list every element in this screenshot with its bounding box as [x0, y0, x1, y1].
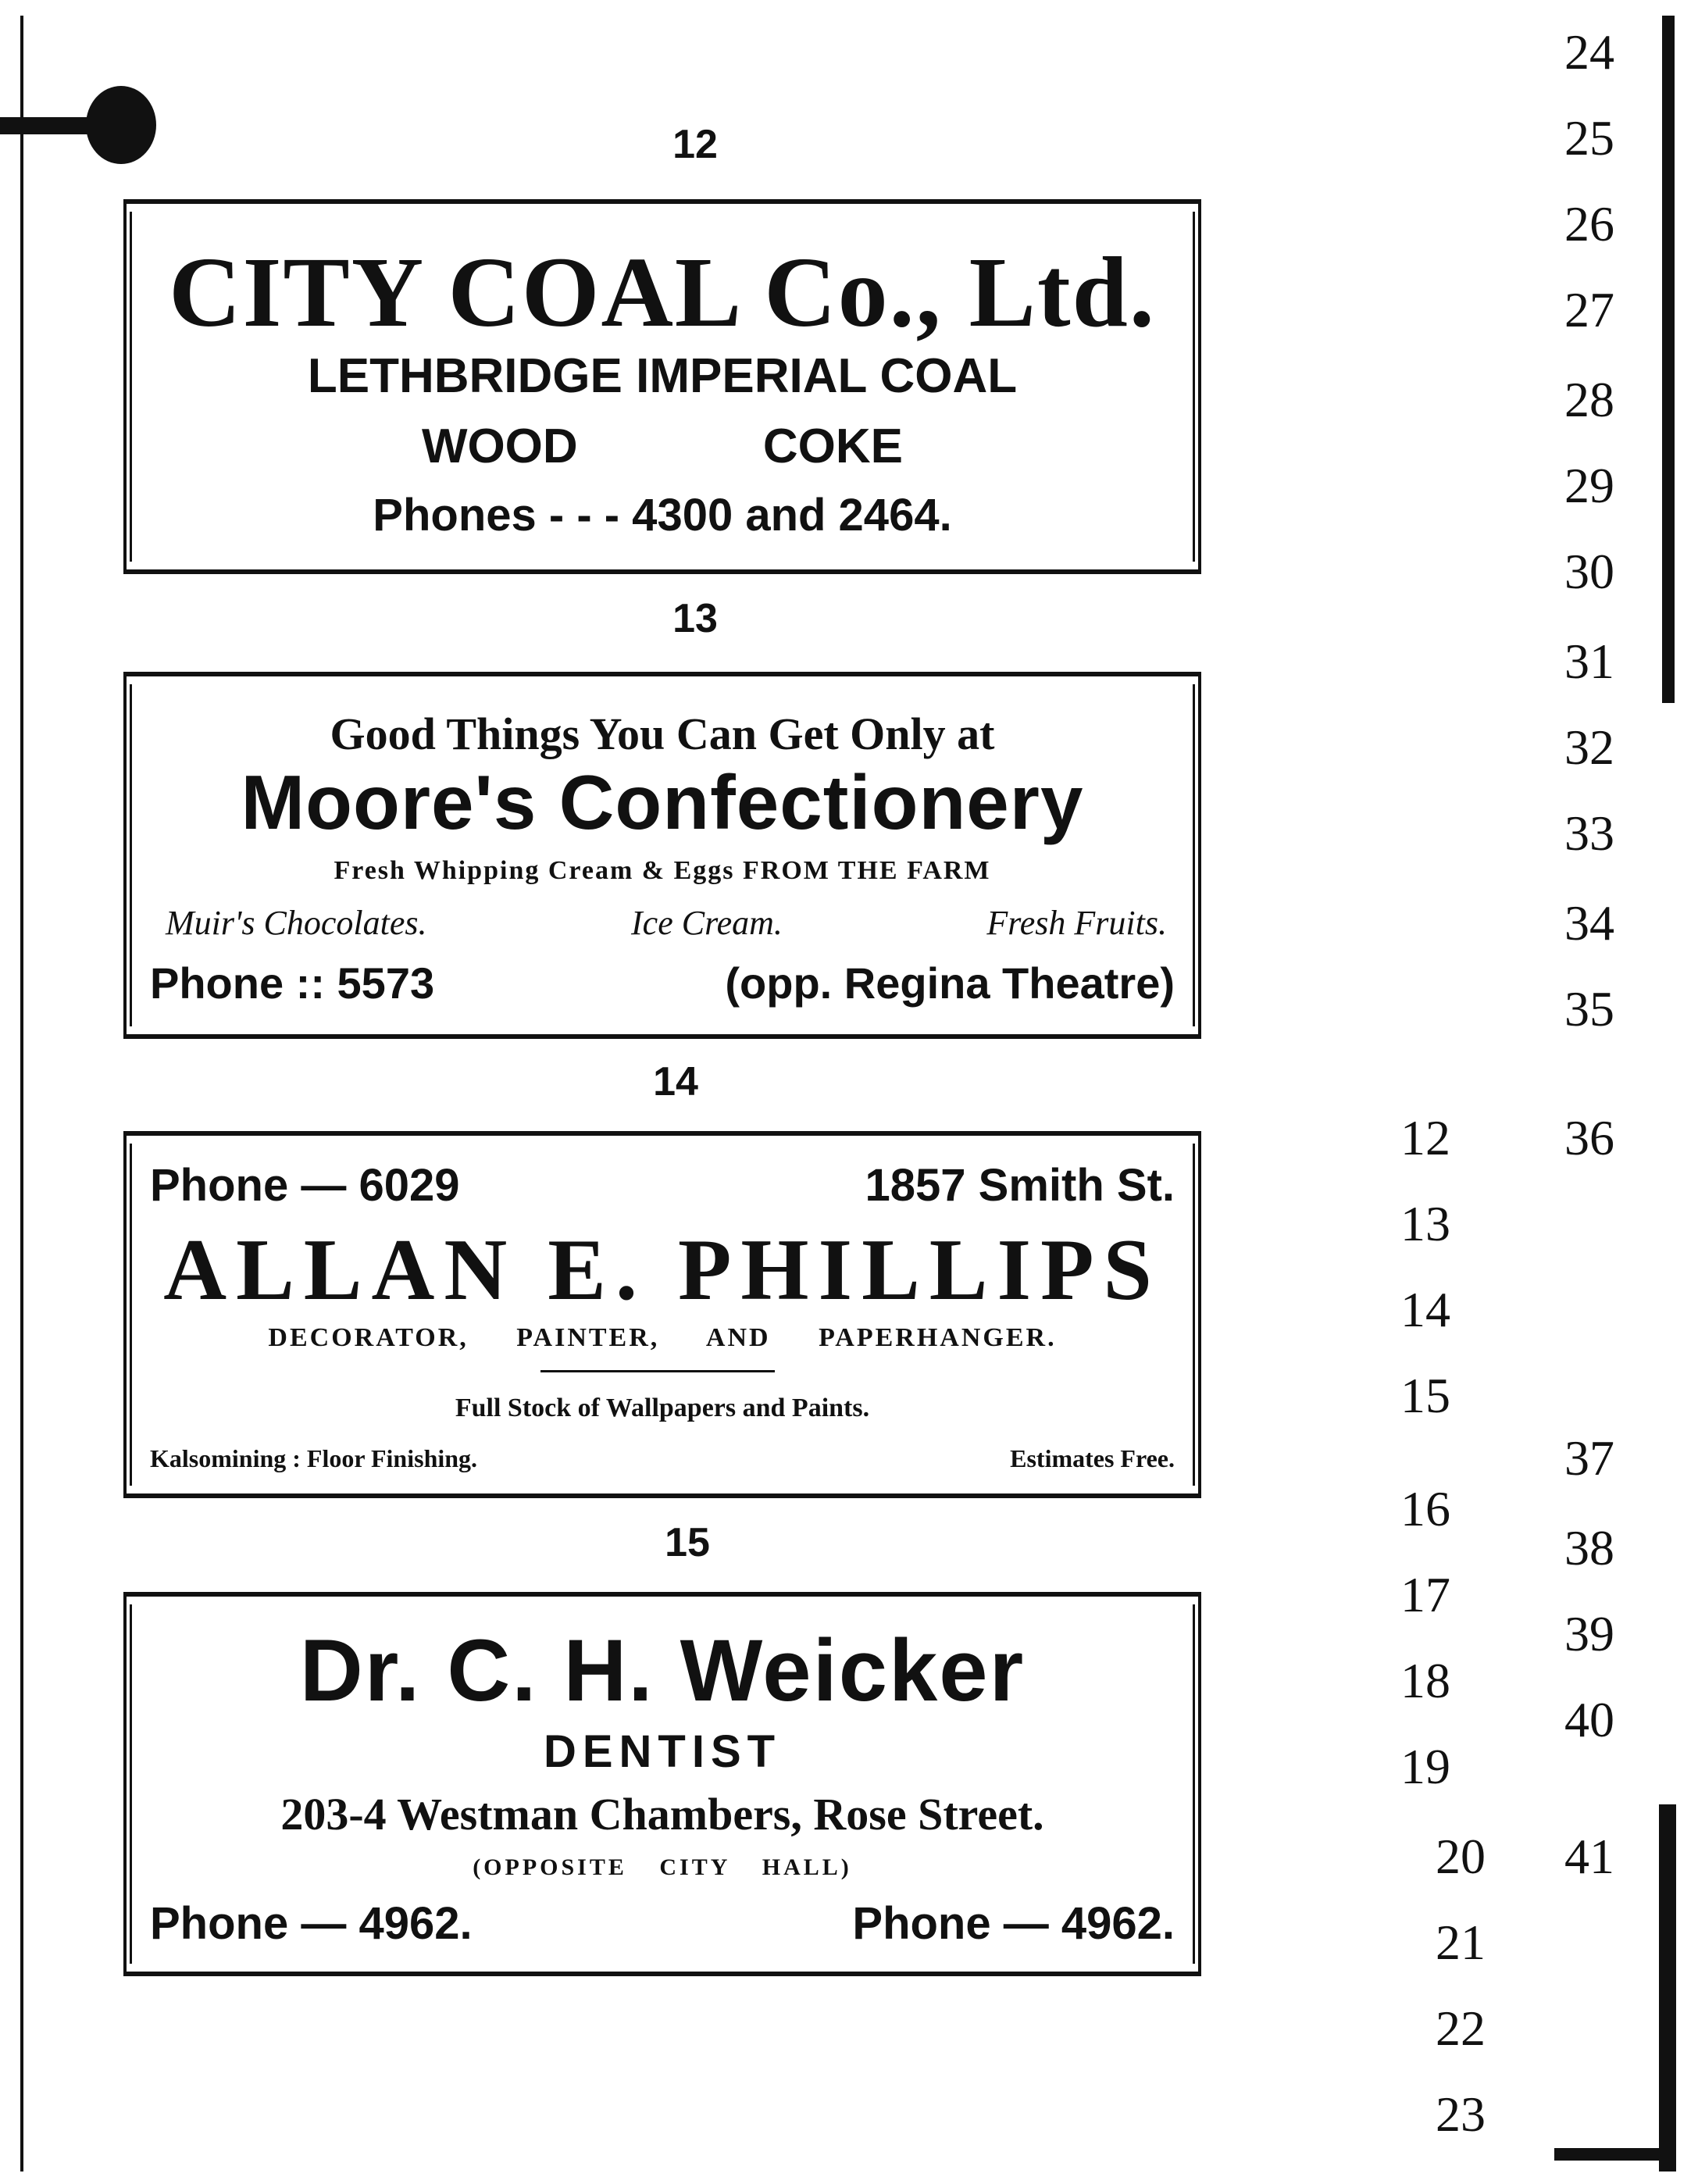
bottom-edge-bar [1554, 2148, 1676, 2161]
ad-number-14: 14 [653, 1059, 698, 1104]
index-number: 35 [1564, 981, 1614, 1037]
right-edge-bar-lower [1659, 1804, 1676, 2172]
ad-fresh-line: Fresh Whipping Cream & Eggs FROM THE FARM [334, 856, 991, 885]
ad-number-15: 15 [665, 1520, 710, 1565]
ad-address: 1857 Smith St. [865, 1160, 1175, 1211]
ad-title: Moore's Confectionery [241, 759, 1084, 845]
index-number: 19 [1400, 1739, 1450, 1794]
index-number: 16 [1400, 1481, 1450, 1536]
index-number: 34 [1564, 895, 1614, 951]
ad-contact-row [150, 958, 1175, 1008]
index-number: 20 [1436, 1829, 1486, 1884]
allan-phillips-ad [123, 1131, 1201, 1498]
index-number: 30 [1564, 544, 1614, 599]
index-number: 32 [1564, 719, 1614, 775]
index-number: 41 [1564, 1829, 1614, 1884]
index-number: 37 [1564, 1430, 1614, 1486]
index-number: 31 [1564, 633, 1614, 689]
ad-landmark: (OPPOSITE CITY HALL) [473, 1854, 852, 1880]
ad-services-row [150, 1444, 1175, 1473]
index-number: 26 [1564, 196, 1614, 252]
ad-title: Dr. C. H. Weicker [299, 1622, 1026, 1719]
ad-location: (opp. Regina Theatre) [725, 958, 1175, 1008]
ad-products: WOOD COKE [421, 419, 904, 473]
ad-tagline: Good Things You Can Get Only at [330, 708, 995, 759]
ad-phone: Phone :: 5573 [150, 958, 435, 1008]
ad-subtitle: LETHBRIDGE IMPERIAL COAL [307, 349, 1018, 403]
ad-phone-right: Phone — 4962. [852, 1898, 1175, 1949]
moores-confectionery-ad [123, 672, 1201, 1039]
city-coal-ad [123, 199, 1201, 574]
product-ice-cream: Ice Cream. [631, 904, 783, 942]
index-number: 13 [1400, 1196, 1450, 1251]
dr-weicker-ad [123, 1592, 1201, 1976]
index-number: 36 [1564, 1110, 1614, 1165]
index-number: 17 [1400, 1567, 1450, 1622]
left-margin-line [20, 16, 23, 2172]
ad-phones-row [150, 1897, 1175, 1950]
ad-estimates: Estimates Free. [1010, 1444, 1175, 1472]
ad-trades: DECORATOR, PAINTER, AND PAPERHANGER. [268, 1323, 1057, 1352]
index-number: 25 [1564, 110, 1614, 166]
index-number: 29 [1564, 458, 1614, 513]
index-number: 23 [1436, 2086, 1486, 2142]
ad-phone: Phone — 6029 [150, 1160, 460, 1211]
product-chocolates: Muir's Chocolates. [166, 904, 427, 942]
binding-hole-bar [0, 117, 102, 134]
index-number: 14 [1400, 1282, 1450, 1337]
ad-divider [540, 1370, 775, 1372]
index-number: 39 [1564, 1606, 1614, 1661]
ad-services: Kalsomining : Floor Finishing. [150, 1444, 478, 1472]
ad-number-13: 13 [672, 596, 718, 641]
index-number: 33 [1564, 805, 1614, 861]
ad-profession: DENTIST [543, 1726, 782, 1777]
index-number: 18 [1400, 1653, 1450, 1708]
index-number: 24 [1564, 24, 1614, 80]
ad-phone-left: Phone — 4962. [150, 1898, 473, 1949]
index-number: 40 [1564, 1692, 1614, 1747]
ad-number-12: 12 [672, 122, 718, 167]
ad-address: 203-4 Westman Chambers, Rose Street. [280, 1789, 1044, 1840]
right-edge-bar [1662, 16, 1675, 703]
index-number: 12 [1400, 1110, 1450, 1165]
index-number: 28 [1564, 372, 1614, 427]
product-fruits: Fresh Fruits. [986, 904, 1167, 942]
ad-stock-line: Full Stock of Wallpapers and Paints. [455, 1394, 870, 1422]
ad-phones: Phones - - - 4300 and 2464. [373, 490, 952, 541]
index-number: 21 [1436, 1915, 1486, 1970]
ad-title: CITY COAL Co., Ltd. [169, 237, 1156, 348]
ad-contact-row [150, 1159, 1175, 1212]
index-number: 38 [1564, 1520, 1614, 1576]
index-number: 27 [1564, 282, 1614, 337]
index-number: 22 [1436, 2000, 1486, 2056]
ad-products-row [166, 903, 1167, 943]
ad-title: ALLAN E. PHILLIPS [163, 1222, 1161, 1319]
index-number: 15 [1400, 1368, 1450, 1423]
